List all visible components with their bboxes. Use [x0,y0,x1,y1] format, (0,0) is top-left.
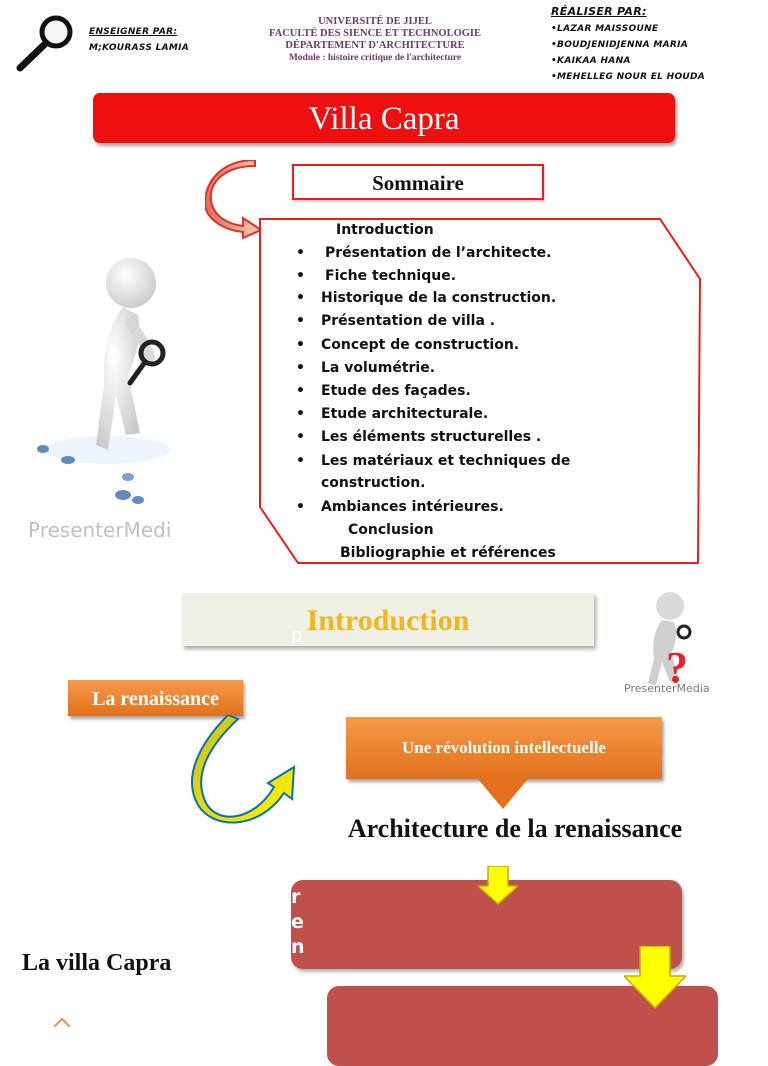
toc-item[interactable]: • Présentation de villa . [296,313,496,329]
author-2: •BOUDJENIDJENNA MARIA [551,40,689,50]
introduction-heading: Introduction [182,593,594,646]
teacher-name: M;KOURASS LAMIA [89,43,190,53]
yellow-down-arrow-icon [624,946,686,1010]
toc-item[interactable]: • Les éléments structurelles . [296,429,542,445]
toc-item[interactable]: • Ambiances intérieures. [296,499,504,515]
toc-item[interactable]: • Etude des façades. [296,383,471,399]
module-name: Module : histoire critique de l'architecture [288,53,462,63]
author-3: •KAIKAA HANA [551,56,631,66]
villa-heading: La villa Capra [22,950,172,976]
toc-item[interactable]: Bibliographie et références [340,545,556,561]
yellow-curved-arrow-icon [188,715,300,827]
yellow-down-arrow-icon [478,866,518,906]
architecture-heading: Architecture de la renaissance [347,814,683,843]
bullet-icon: • [296,268,305,284]
watermark-left: PresenterMedi [28,518,172,542]
bullet-icon: • [296,406,305,422]
institution-header [250,16,500,64]
toc-item[interactable]: Conclusion [348,522,434,538]
toc-item[interactable]: Introduction [336,222,434,238]
down-triangle-icon [478,779,528,811]
toc-item[interactable]: • Les matériaux et techniques de [296,453,571,469]
stray-letter: p [291,625,303,646]
toc-item[interactable]: • Etude architecturale. [296,406,489,422]
renaissance-box: La renaissance [68,680,243,716]
author-1: •LAZAR MAISSOUNE [551,24,659,34]
bullet-icon: • [296,337,305,353]
orange-chevron-icon [52,1014,72,1024]
toc-item[interactable]: • La volumétrie. [296,360,436,376]
sommaire-heading: Sommaire [292,164,544,200]
toc-item[interactable]: • Présentation de l’architecte. [296,245,552,261]
bullet-icon: • [296,245,305,261]
bullet-icon: • [296,429,305,445]
bullet-icon: • [296,290,305,306]
department-name: DÉPARTEMENT D'ARCHITECTURE [285,40,465,51]
stick-figure-question-illustration [618,588,738,698]
authors-label: RÉALISER PAR: [551,5,647,18]
bullet-icon: • [296,360,305,376]
bullet-icon: • [296,453,305,469]
watermark-right: PresenterMedia [624,682,710,695]
toc-item: construction. [321,475,426,491]
toc-item[interactable]: • Historique de la construction. [296,290,557,306]
author-4: •MEHELLEG NOUR EL HOUDA [551,72,706,82]
toc-item[interactable]: • Concept de construction. [296,337,520,353]
revolution-box: Une révolution intellectuelle [346,717,662,779]
bullet-icon: • [296,383,305,399]
bullet-icon: • [296,313,305,329]
stick-figure-illustration [28,245,198,545]
faculty-name: FACULTÉ DES SIENCE ET TECHNOLOGIE [268,28,481,39]
toc-item[interactable]: • Fiche technique. [296,268,457,284]
question-mark-icon: ? [666,643,688,692]
page-title: Villa Capra [93,93,675,143]
bullet-icon: • [296,499,305,515]
magnifier-icon [12,10,76,72]
clipped-text: r e n [291,886,305,958]
teacher-label: ENSEIGNER PAR: [89,27,178,37]
university-name: UNIVERSITÉ DE JIJEL [318,16,432,27]
